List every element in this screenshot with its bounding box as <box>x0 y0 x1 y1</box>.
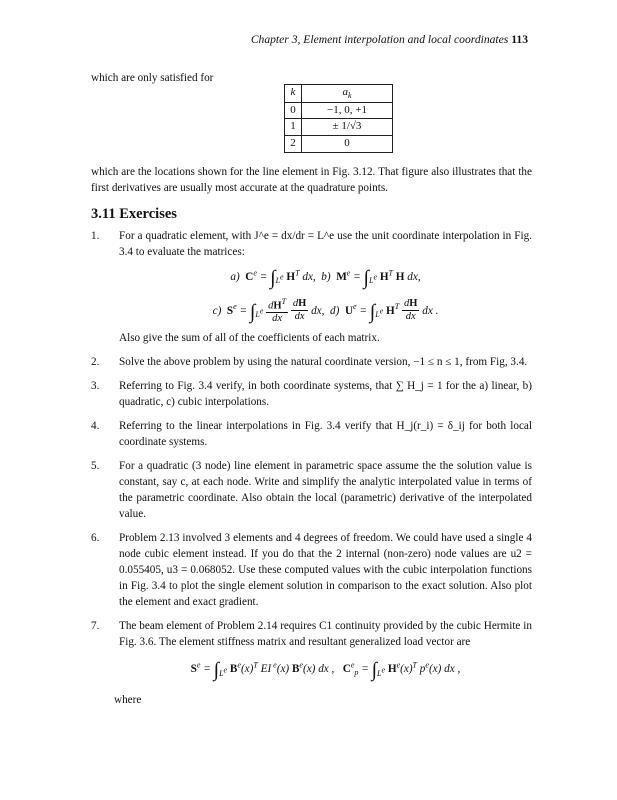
table-cell: 0 <box>302 136 393 153</box>
exercise-text: Problem 2.13 involved 3 elements and 4 degrees of freedom. We could have used a single 4 node cubic element instead. If you do that the 2 internal (non-zero) node values are u2 = 0.055405, u3 = 0.068052. Use these computed values with the cubic interpolation functions in Fig. 3.4 to plot the single element solution in comparison to the exact solution. Also plot the element and exact gradient. <box>119 532 532 609</box>
exercise-item <box>91 530 532 610</box>
where-text: where <box>114 694 142 706</box>
table-row <box>285 119 393 136</box>
equation: $S^e = \int_{L^e}$ $B^e(x)^T$ EI $^e$(x) $B^e(x)$ dx , $C^e_p = \int_{L^e}$ $H^e(x)^T$ $p^e(x)$ dx , <box>190 659 461 682</box>
quadrature-table <box>284 84 393 153</box>
exercise-number: 1. <box>91 230 100 242</box>
table-cell: ± 1/√3 <box>302 119 393 136</box>
exercise-text: Solve the above problem by using the natural coordinate version, −1 ≤ n ≤ 1, from Fig, 3.4. <box>119 356 528 369</box>
intro-text: which are only satisfied for <box>91 72 214 84</box>
table-header-ak: $a_k$ <box>302 85 393 103</box>
table-row <box>285 136 393 153</box>
exercise-item <box>91 418 532 450</box>
exercise-number: 3. <box>91 380 100 393</box>
exercise-item <box>91 618 532 685</box>
exercise-text: Referring to Fig. 3.4 verify, in both coordinate systems, that ∑ H_j = 1 for the a) linear, b) quadratic, c) cubic interpolations. <box>119 380 532 409</box>
exercise-text: For a quadratic (3 node) line element in parametric space assume the the solution value is constant, say c, at each node. Write and simplify the analytic interpolated value in terms of the parametric coordinate. Also obtain the local (parametric) derivative of the interpolated value. <box>119 460 532 521</box>
exercise-text: Referring to the linear interpolations in Fig. 3.4 verify that H_j(r_i) = δ_ij for both local coordinate systems. <box>119 420 532 449</box>
equation: a) $C^e = \int_{L^e}$ $H^T$ dx, b) $M^e = \int_{L^e}$ $H^T$ H dx, <box>230 267 421 290</box>
exercise-item <box>91 378 532 410</box>
exercise-number: 4. <box>91 420 100 433</box>
page-number: 113 <box>511 33 528 46</box>
running-header <box>251 32 528 49</box>
exercise-item <box>91 228 532 346</box>
exercise-item <box>91 354 532 370</box>
equation: c) $S^e = \int_{L^e}$ $\frac{dH^T}{dx}$ $\frac{dH}{dx}$ dx, d) $U^e = \int_{L^e}$ $H^T$ $\frac{dH}{dx}$ dx . <box>212 296 439 325</box>
paragraph: which are the locations shown for the line element in Fig. 3.12. That figure also illustrates that the first derivatives are usually most accurate at the quadrature points. <box>91 166 532 195</box>
table-cell: 2 <box>285 136 302 153</box>
exercise-followup: Also give the sum of all of the coefficients of each matrix. <box>119 332 380 345</box>
exercise-number: 6. <box>91 532 100 545</box>
exercise-number: 2. <box>91 356 100 369</box>
exercise-text: The beam element of Problem 2.14 requires C1 continuity provided by the cubic Hermite in Fig. 3.6. The element stiffness matrix and resultant generalized load vector are <box>119 620 532 649</box>
exercise-text: For a quadratic element, with J^e = dx/dr = L^e use the unit coordinate interpolation in Fig. 3.4 to evaluate the matrices: <box>119 230 532 259</box>
exercise-number: 5. <box>91 460 100 473</box>
table-cell: 1 <box>285 119 302 136</box>
table-cell: 0 <box>285 102 302 119</box>
table-header-k: k <box>285 85 302 103</box>
exercise-item <box>91 458 532 522</box>
header-title: Chapter 3, Element interpolation and local coordinates <box>250 33 509 46</box>
table-cell: −1, 0, +1 <box>302 102 393 119</box>
exercise-number: 7. <box>91 620 100 633</box>
section-title: 3.11 Exercises <box>91 206 177 222</box>
exercise-list <box>91 228 532 689</box>
table-row <box>285 102 393 119</box>
table-header-row <box>285 85 393 103</box>
